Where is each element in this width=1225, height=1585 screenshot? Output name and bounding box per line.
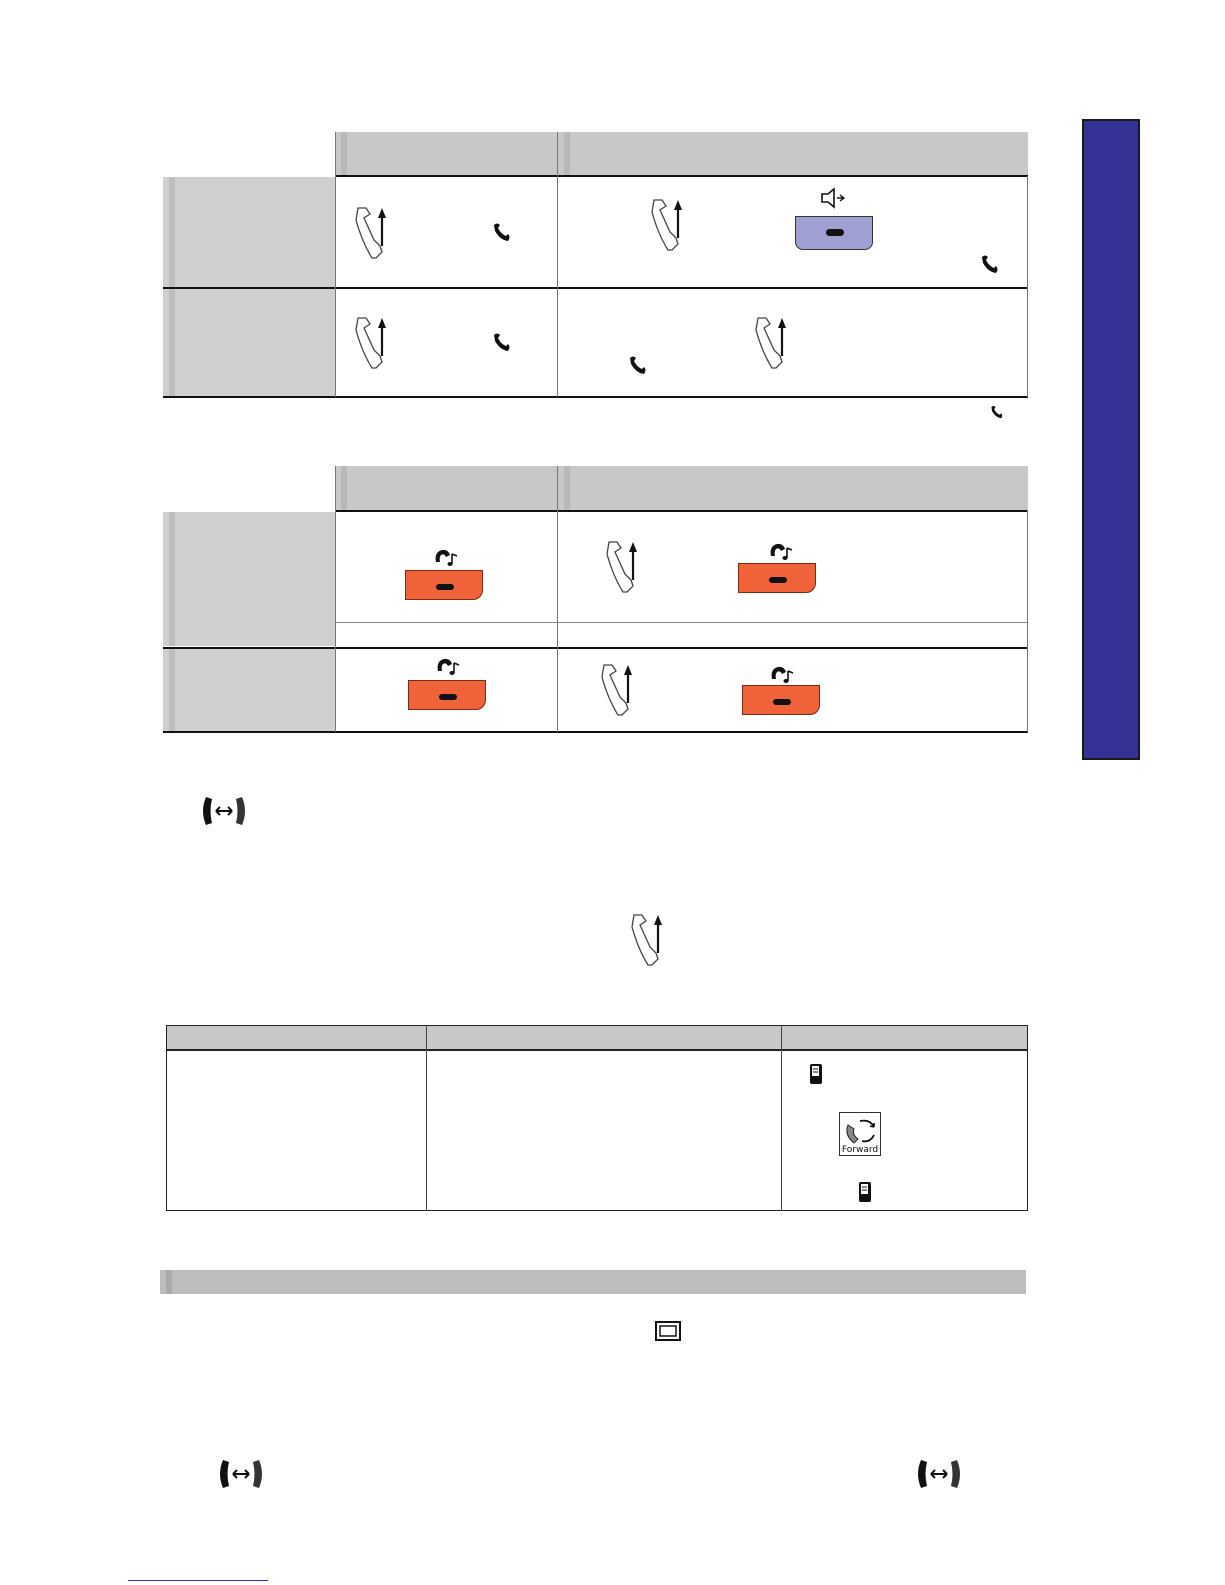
table-1-line (163, 287, 1028, 289)
speaker-button-icon (795, 216, 873, 250)
handset-lift-icon (628, 913, 668, 969)
handset-lift-icon (352, 316, 392, 372)
table-2-row-label-2 (163, 649, 335, 731)
table-3-line (166, 1049, 1028, 1051)
ringer-button-icon (738, 563, 816, 593)
section-heading-bar (160, 1270, 1026, 1294)
ringer-button-icon (405, 570, 483, 600)
ringer-icon (430, 546, 460, 572)
table-2-line (163, 647, 1028, 649)
table-2-header-col-2 (558, 466, 1028, 510)
table-1-row-label-1 (163, 177, 335, 287)
table-1-header-col-1 (335, 132, 557, 176)
table-3-divider (781, 1025, 782, 1211)
transfer-icon (217, 1456, 265, 1492)
ringer-button-icon (742, 685, 820, 715)
table-2-row-label-1 (163, 512, 335, 622)
handset-lift-icon (648, 198, 688, 254)
forward-icon-label: Forward (841, 1145, 879, 1155)
menu-icon (857, 1180, 873, 1204)
table-1-divider (1027, 176, 1028, 397)
table-2-row-label-spacer (163, 622, 335, 646)
handset-small-icon (990, 405, 1004, 421)
table-1-header-col-2 (558, 132, 1028, 176)
table-2-line (335, 510, 1028, 512)
speaker-icon (820, 186, 846, 212)
table-2-line (163, 731, 1028, 733)
table-1-row-label-2 (163, 289, 335, 397)
table-2-divider (1027, 510, 1028, 732)
handset-lift-icon (603, 540, 643, 596)
transfer-icon (200, 793, 248, 829)
handset-lift-icon (598, 663, 638, 719)
table-3-divider (426, 1025, 427, 1211)
footer-link-underline (128, 1580, 268, 1581)
table-1-divider (557, 132, 558, 397)
screen-icon (655, 1321, 681, 1341)
table-3-border (166, 1025, 1028, 1211)
handset-small-icon (980, 254, 1000, 276)
table-1-line (163, 396, 1028, 398)
table-2-thin-line (335, 622, 1028, 623)
forward-icon (839, 1112, 881, 1156)
handset-small-icon (492, 332, 512, 354)
table-2-header-col-1 (335, 466, 557, 510)
table-2-divider (335, 466, 336, 732)
handset-small-icon (628, 355, 648, 377)
table-1-line (335, 175, 1028, 177)
handset-lift-icon (752, 316, 792, 372)
transfer-icon (915, 1456, 963, 1492)
table-1-divider (335, 132, 336, 397)
table-2-divider (557, 466, 558, 732)
ringer-icon (432, 655, 462, 681)
handset-small-icon (492, 222, 512, 244)
menu-icon (808, 1062, 824, 1086)
side-section-tab (1082, 119, 1140, 760)
handset-lift-icon (352, 206, 392, 262)
ringer-button-icon (408, 680, 486, 710)
